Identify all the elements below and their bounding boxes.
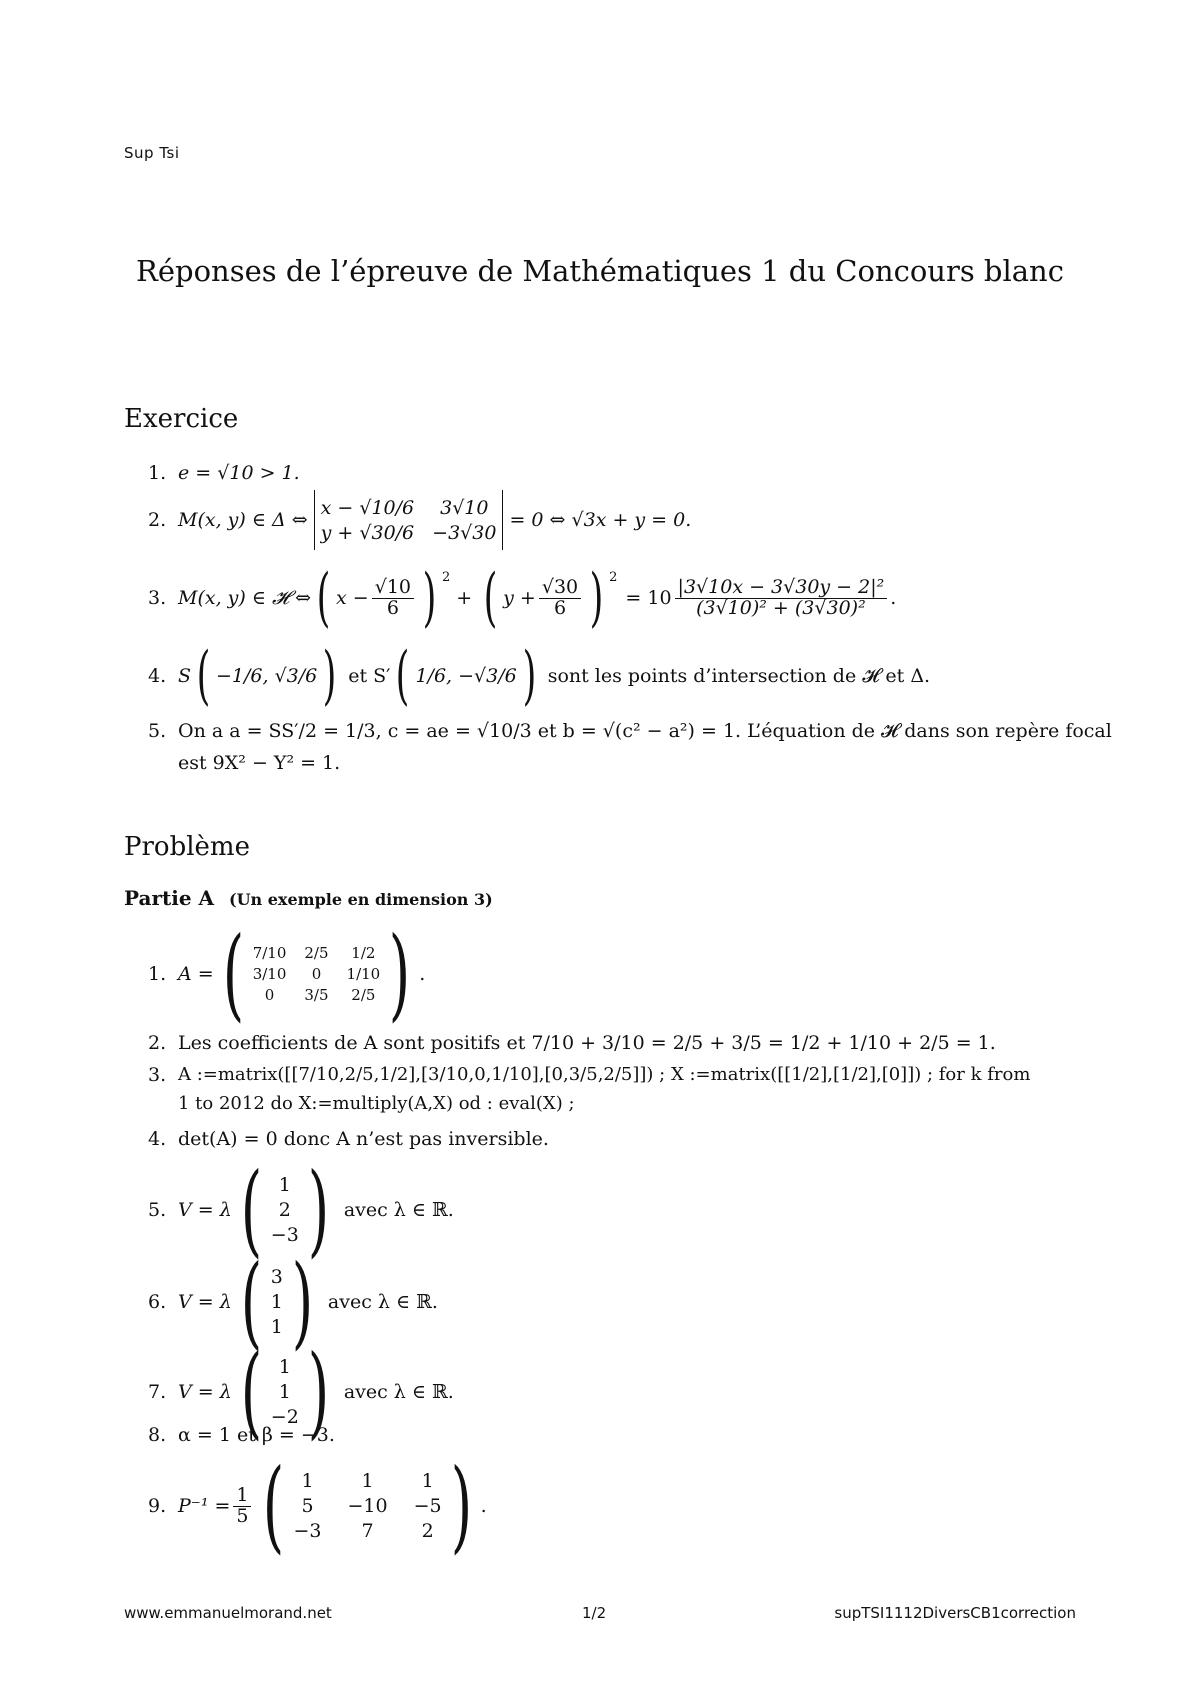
point-s-coords: −1/6, √3/6 xyxy=(216,665,318,687)
vector-cell: −3 xyxy=(270,1224,299,1246)
fraction xyxy=(372,575,414,619)
item-number: 9. xyxy=(148,1495,167,1517)
vector-cell: 1 xyxy=(278,1174,291,1196)
fraction xyxy=(539,575,581,619)
probleme-item-2 xyxy=(148,1032,996,1054)
footer-document-id: supTSI1112DiversCB1correction xyxy=(834,1604,1076,1622)
item-post: avec λ ∈ ℝ. xyxy=(343,1199,454,1221)
item-text: α = 1 et β = −3. xyxy=(178,1424,335,1446)
probleme-item-4 xyxy=(148,1128,549,1150)
item-number: 2. xyxy=(148,509,167,531)
det-cell: y + √30/6 xyxy=(320,521,415,544)
point-s-prime: et S′ xyxy=(348,665,391,687)
matrix-cell: 3/10 xyxy=(252,965,287,983)
matrix-cell: 5 xyxy=(301,1495,314,1517)
item-number: 4. xyxy=(148,1128,167,1150)
term: x − xyxy=(336,587,369,609)
matrix-cell: 7 xyxy=(361,1520,374,1542)
close-paren: ) xyxy=(291,1243,314,1360)
matrix-cell: 1/2 xyxy=(351,944,376,962)
vector xyxy=(271,1266,283,1338)
det-cell: 3√10 xyxy=(440,496,489,519)
term: y + xyxy=(503,587,536,609)
subsection-heading-partie-a xyxy=(124,886,493,910)
vector-cell: −2 xyxy=(270,1406,299,1428)
page-header: Sup Tsi xyxy=(124,144,180,162)
item-number: 3. xyxy=(148,1064,167,1086)
exercice-item-2 xyxy=(148,490,691,550)
matrix-cell: −10 xyxy=(347,1495,388,1517)
close-paren: ) xyxy=(422,561,437,635)
exercice-item-1 xyxy=(148,462,300,484)
probleme-item-3 xyxy=(148,1064,1030,1114)
equals-ten: = 10 xyxy=(625,587,672,609)
end-period: . xyxy=(419,963,426,985)
probleme-item-6 xyxy=(148,1243,438,1360)
probleme-item-9 xyxy=(148,1447,487,1564)
partie-subtitle: (Un exemple en dimension 3) xyxy=(229,890,493,909)
open-paren: ( xyxy=(240,1243,263,1360)
close-paren: ) xyxy=(307,1151,330,1268)
open-paren: ( xyxy=(483,561,498,635)
item-number: 7. xyxy=(148,1381,167,1403)
item-rest: sont les points d’intersection de 𝓗 et Δ. xyxy=(547,665,931,687)
item-number: 1. xyxy=(148,462,167,484)
item-text: Les coefficients de A sont positifs et 7/10 + 3/10 = 2/5 + 3/5 = 1/2 + 1/10 + 2/5 = 1. xyxy=(178,1032,996,1054)
item-post: = 0 ⇔ √3x + y = 0. xyxy=(509,509,692,531)
open-paren: ( xyxy=(222,915,244,1032)
item-number: 4. xyxy=(148,665,167,687)
item-pre: V = λ xyxy=(178,1199,232,1221)
determinant-matrix xyxy=(321,497,497,544)
matrix-cell: 1 xyxy=(421,1470,434,1492)
item-number: 6. xyxy=(148,1291,167,1313)
denominator: 5 xyxy=(236,1504,249,1527)
item-text: e = √10 > 1. xyxy=(178,462,300,484)
matrix-cell: 3/5 xyxy=(304,986,329,1004)
open-paren: ( xyxy=(240,1333,263,1450)
close-paren: ) xyxy=(450,1447,472,1564)
close-paren: ) xyxy=(307,1333,330,1450)
item-pre: A = xyxy=(178,963,214,985)
coefficient-fraction xyxy=(233,1483,251,1527)
close-paren: ) xyxy=(522,639,537,713)
end-period: . xyxy=(480,1495,487,1517)
close-paren: ) xyxy=(589,561,604,635)
item-number: 5. xyxy=(148,1199,167,1221)
close-paren: ) xyxy=(322,639,337,713)
det-cell: x − √10/6 xyxy=(320,496,415,519)
item-line-2: 1 to 2012 do X:=multiply(A,X) od : eval(X) ; xyxy=(178,1093,575,1114)
matrix-cell: 1 xyxy=(301,1470,314,1492)
probleme-item-8 xyxy=(148,1424,335,1446)
item-line-1: A :=matrix([[7/10,2/5,1/2],[3/10,0,1/10],[0,3/5,2/5]]) ; X :=matrix([[1/2],[1/2],[0]]) ; for k from xyxy=(178,1064,1031,1085)
numerator: √30 xyxy=(539,578,581,599)
section-heading-probleme: Problème xyxy=(124,832,250,862)
matrix-cell: 2/5 xyxy=(351,986,376,1004)
determinant-bar-right xyxy=(502,490,503,550)
vector-cell: 1 xyxy=(278,1381,291,1403)
matrix-cell: 0 xyxy=(264,986,275,1004)
det-cell: −3√30 xyxy=(432,521,497,544)
item-number: 2. xyxy=(148,1032,167,1054)
exercice-item-4 xyxy=(148,639,931,713)
vector xyxy=(271,1356,299,1428)
matrix-cell: 0 xyxy=(311,965,322,983)
paren-group-2: ( y + $\frac{√30}{6}$ ) $^2$ xyxy=(483,561,618,635)
matrix-cell: −3 xyxy=(293,1520,322,1542)
item-pre: M(x, y) ∈ 𝓗 ⇔ xyxy=(178,587,312,609)
open-paren: ( xyxy=(263,1447,285,1564)
matrix-cell: 2 xyxy=(421,1520,434,1542)
matrix-a xyxy=(253,944,381,1004)
denominator: (3√10)² + (3√30)² xyxy=(696,596,866,619)
item-pre: P⁻¹ = xyxy=(178,1495,231,1517)
vector-cell: 1 xyxy=(270,1291,283,1313)
item-number: 5. xyxy=(148,720,167,742)
vector-cell: 2 xyxy=(278,1199,291,1221)
vector xyxy=(271,1174,299,1246)
item-pre: M(x, y) ∈ Δ ⇔ xyxy=(178,509,308,531)
item-number: 8. xyxy=(148,1424,167,1446)
open-paren: ( xyxy=(240,1151,263,1268)
item-text: det(A) = 0 donc A n’est pas inversible. xyxy=(178,1128,549,1150)
point-s-prime-coords: 1/6, −√3/6 xyxy=(415,665,517,687)
vector-cell: 3 xyxy=(270,1266,283,1288)
numerator: √10 xyxy=(372,578,414,599)
item-pre: V = λ xyxy=(178,1291,232,1313)
probleme-item-1 xyxy=(148,915,426,1032)
denominator: 6 xyxy=(386,596,399,619)
close-paren: ) xyxy=(388,915,411,1032)
item-pre: V = λ xyxy=(178,1381,232,1403)
matrix-cell: 1/10 xyxy=(346,965,381,983)
page-title: Réponses de l’épreuve de Mathématiques 1 du Concours blanc xyxy=(136,254,1064,288)
partie-label: Partie A xyxy=(124,886,215,910)
item-post: avec λ ∈ ℝ. xyxy=(343,1381,454,1403)
vector-cell: 1 xyxy=(278,1356,291,1378)
plus-sign: + xyxy=(456,587,473,609)
item-line-2: est 9X² − Y² = 1. xyxy=(178,752,341,774)
open-paren: ( xyxy=(316,561,331,635)
vector-cell: 1 xyxy=(270,1316,283,1338)
exercice-item-3 xyxy=(148,561,897,635)
paren-group-1: ( x − $\frac{√10}{6}$ ) $^2$ xyxy=(316,561,451,635)
exercice-item-5 xyxy=(148,720,1112,774)
open-paren: ( xyxy=(396,639,410,713)
item-post: avec λ ∈ ℝ. xyxy=(327,1291,438,1313)
matrix-cell: 2/5 xyxy=(304,944,329,962)
footer-website-link[interactable]: www.emmanuelmorand.net xyxy=(124,1604,332,1622)
matrix-p-inverse xyxy=(294,1470,442,1542)
denominator: 6 xyxy=(553,596,567,619)
numerator: |3√10x − 3√30y − 2|² xyxy=(675,578,888,599)
matrix-cell: 7/10 xyxy=(252,944,287,962)
matrix-cell: 1 xyxy=(361,1470,374,1492)
item-number: 1. xyxy=(148,963,167,985)
item-line-1: On a a = SS′/2 = 1/3, c = ae = √10/3 et b = √(c² − a²) = 1. L’équation de 𝓗 dans son repère focal xyxy=(178,720,1112,742)
matrix-cell: −5 xyxy=(413,1495,442,1517)
footer-page-number: 1/2 xyxy=(582,1604,607,1622)
end-period: . xyxy=(890,587,897,609)
distance-fraction xyxy=(675,575,888,619)
open-paren: ( xyxy=(196,639,211,713)
item-number: 3. xyxy=(148,587,167,609)
numerator: 1 xyxy=(233,1486,251,1507)
section-heading-exercice: Exercice xyxy=(124,404,239,434)
determinant-bar-left xyxy=(314,490,315,550)
point-s: S xyxy=(178,665,192,687)
